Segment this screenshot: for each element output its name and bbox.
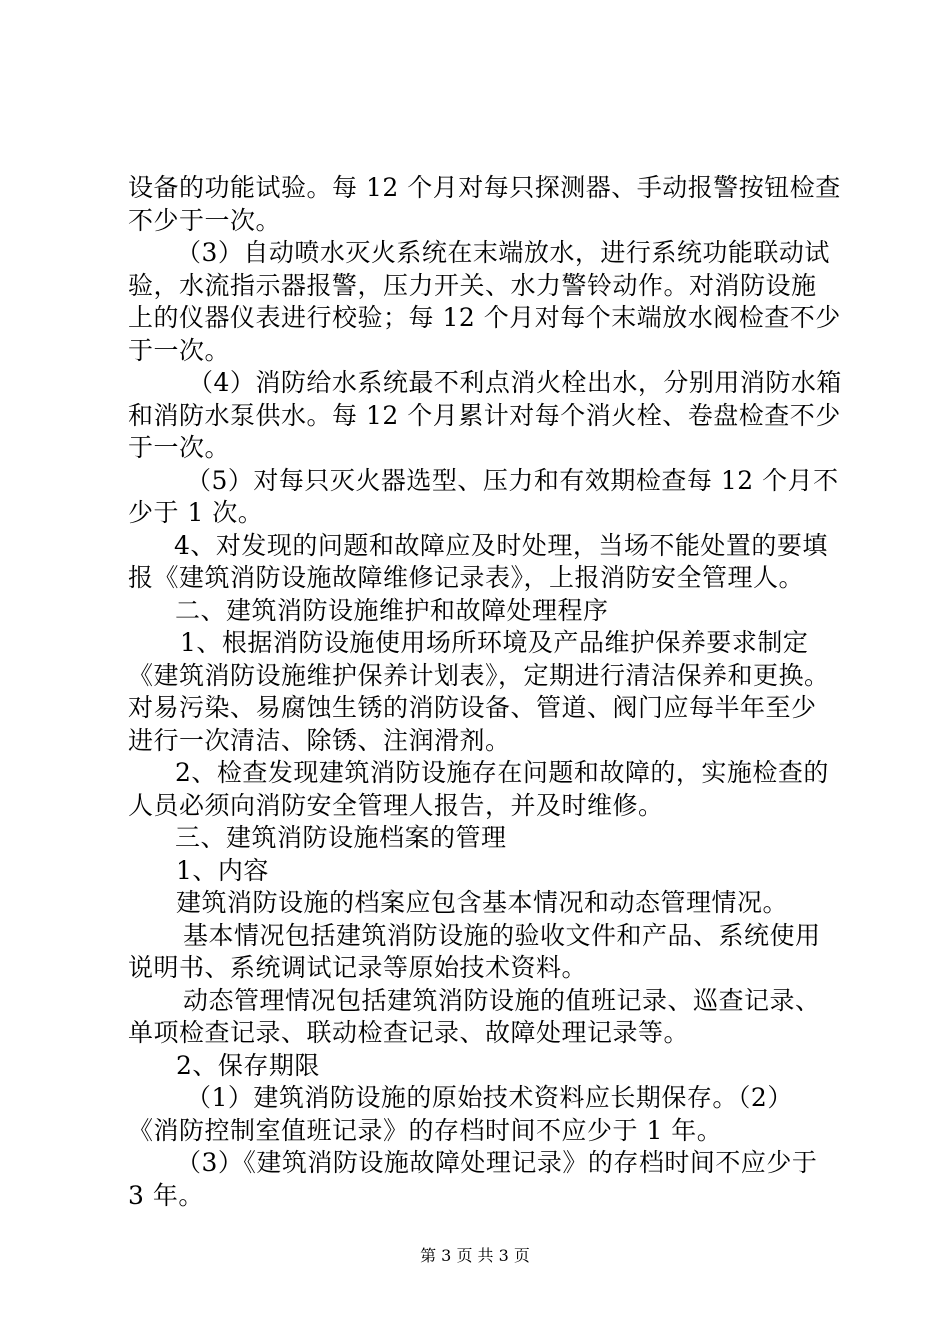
page-footer: 第 3 页 共 3 页 [420, 1246, 530, 1265]
text-line: 3 年。 [128, 1180, 204, 1210]
text-line: 2、检查发现建筑消防设施存在问题和故障的，实施检查的 [175, 758, 829, 787]
text-line: （3）《建筑消防设施故障处理记录》的存档时间不应少于 [176, 1148, 818, 1177]
text-line: 上的仪器仪表进行校验；每 12 个月对每个末端放水阀检查不少 [128, 303, 841, 332]
text-line: 4、对发现的问题和故障应及时处理，当场不能处置的要填 [174, 530, 828, 560]
text-line: （5）对每只灭火器选型、压力和有效期检查每 12 个月不 [186, 465, 839, 495]
text-line: （3）自动喷水灭火系统在末端放水，进行系统功能联动试 [176, 238, 830, 267]
text-line: 少于 1 次。 [128, 498, 264, 527]
text-line: 人员必须向消防安全管理人报告，并及时维修。 [128, 790, 664, 820]
text-line: 报《建筑消防设施故障维修记录表》，上报消防安全管理人。 [128, 563, 805, 592]
text-line: 《建筑消防设施维护保养计划表》，定期进行清洁保养和更换。 [128, 660, 830, 690]
text-line: 动态管理情况包括建筑消防设施的值班记录、巡查记录、 [183, 985, 821, 1015]
text-line: 于一次。 [128, 335, 231, 365]
text-line: 和消防水泵供水。每 12 个月累计对每个消火栓、卷盘检查不少 [128, 400, 841, 430]
text-line: 二、建筑消防设施维护和故障处理程序 [175, 595, 609, 625]
text-line: 1、根据消防设施使用场所环境及产品维护保养要求制定 [180, 628, 809, 657]
text-line: 验，水流指示器报警，压力开关、水力警铃动作。对消防设施 [128, 270, 817, 300]
text-line: 单项检查记录、联动检查记录、故障处理记录等。 [128, 1018, 690, 1047]
text-line: 建筑消防设施的档案应包含基本情况和动态管理情况。 [176, 888, 789, 917]
text-line: 2、保存期限 [176, 1050, 320, 1080]
text-line: 于一次。 [128, 433, 231, 462]
text-line: 1、内容 [176, 855, 269, 885]
text-line: 说明书、系统调试记录等原始技术资料。 [128, 953, 588, 982]
text-line: 基本情况包括建筑消防设施的验收文件和产品、系统使用 [183, 920, 821, 950]
text-line: （4）消防给水系统最不利点消火栓出水，分别用消防水箱 [188, 368, 842, 397]
text-line: 《消防控制室值班记录》的存档时间不应少于 1 年。 [128, 1115, 723, 1145]
text-line: （1）建筑消防设施的原始技术资料应长期保存。（2） [186, 1083, 793, 1112]
text-line: 设备的功能试验。每 12 个月对每只探测器、手动报警按钮检查 [128, 173, 841, 202]
text-line: 进行一次清洁、除锈、注润滑剂。 [128, 725, 511, 755]
document-body [128, 172, 844, 1212]
text-line: 不少于一次。 [128, 205, 282, 235]
text-line: 对易污染、易腐蚀生锈的消防设备、管道、阀门应每半年至少 [128, 693, 817, 722]
text-line: 三、建筑消防设施档案的管理 [175, 823, 507, 852]
